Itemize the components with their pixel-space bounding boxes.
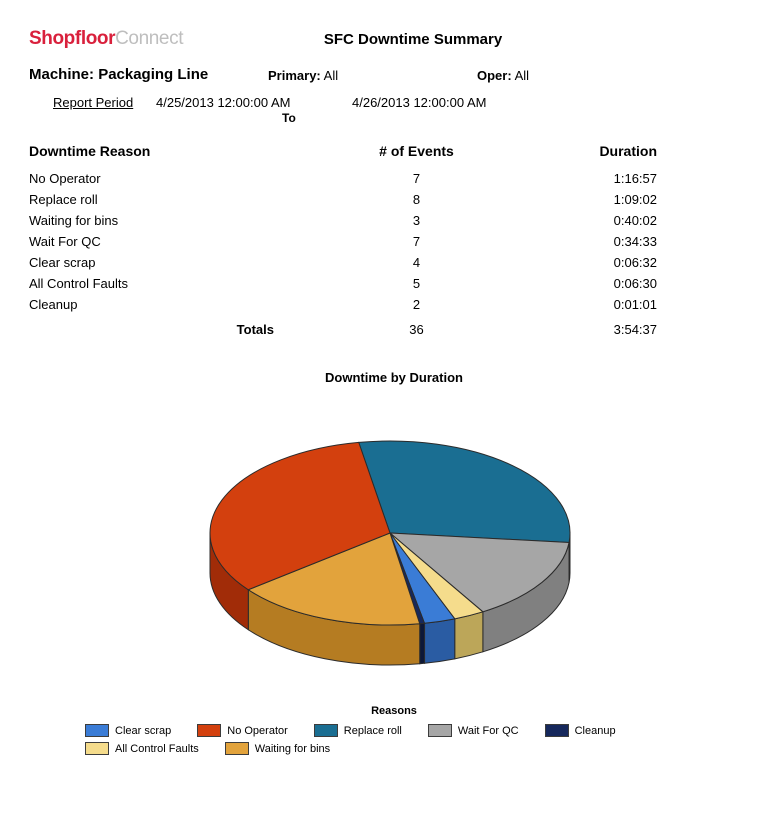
legend-label: Cleanup — [574, 724, 616, 737]
table-row — [29, 294, 657, 315]
primary-field — [268, 68, 338, 83]
cell-events: 8 — [412, 192, 421, 207]
cell-reason: All Control Faults — [29, 276, 128, 291]
table-row — [29, 210, 657, 231]
legend-item — [225, 742, 330, 755]
legend-label: All Control Faults — [115, 742, 199, 755]
downtime-table — [29, 138, 657, 340]
pie-slice-replace-roll — [359, 441, 570, 542]
oper-value: All — [514, 68, 530, 83]
column-header-reason: Downtime Reason — [29, 143, 151, 159]
column-header-events: # of Events — [379, 143, 454, 159]
column-header-duration: Duration — [599, 143, 657, 159]
legend-color-swatch — [85, 742, 109, 755]
cell-duration: 0:34:33 — [613, 234, 657, 249]
cell-reason: Replace roll — [29, 192, 98, 207]
chart-legend — [0, 705, 768, 755]
cell-events: 3 — [412, 213, 421, 228]
legend-color-swatch — [85, 724, 109, 737]
legend-item — [197, 724, 288, 737]
machine-label: Machine: — [29, 66, 95, 83]
cell-reason: Clear scrap — [29, 255, 96, 270]
table-head — [29, 138, 657, 168]
cell-events: 4 — [412, 255, 421, 270]
report-period-separator: To — [282, 111, 296, 125]
report-period-label: Report Period — [53, 95, 134, 110]
cell-duration: 0:40:02 — [613, 213, 657, 228]
cell-duration: 0:01:01 — [613, 297, 657, 312]
cell-events: 5 — [412, 276, 421, 291]
table-row — [29, 189, 657, 210]
table-row — [29, 168, 657, 189]
legend-color-swatch — [225, 742, 249, 755]
legend-color-swatch — [197, 724, 221, 737]
primary-label: Primary: — [268, 68, 321, 83]
cell-events: 7 — [412, 171, 421, 186]
legend-title: Reasons — [371, 705, 417, 717]
table-body — [29, 168, 657, 340]
cell-reason: Wait For QC — [29, 234, 101, 249]
totals-events: 36 — [409, 322, 424, 337]
cell-reason: No Operator — [29, 171, 101, 186]
legend-item — [428, 724, 519, 737]
legend-item — [545, 724, 616, 737]
report-period-end: 4/26/2013 12:00:00 AM — [352, 95, 487, 110]
machine-value: Packaging Line — [98, 66, 209, 83]
legend-item — [85, 742, 199, 755]
legend-label: No Operator — [227, 724, 288, 737]
cell-events: 2 — [412, 297, 421, 312]
logo-text-secondary: Connect — [115, 28, 184, 49]
downtime-pie-chart — [190, 415, 610, 680]
table-header-row — [29, 138, 657, 168]
legend-item — [85, 724, 171, 737]
cell-events: 7 — [412, 234, 421, 249]
table-row — [29, 252, 657, 273]
pie-slice-side-cleanup — [420, 623, 425, 663]
page-title: SFC Downtime Summary — [323, 31, 503, 48]
cell-duration: 1:09:02 — [613, 192, 657, 207]
legend-label: Replace roll — [343, 724, 402, 737]
oper-field — [477, 68, 529, 83]
legend-color-swatch — [428, 724, 452, 737]
chart-title: Downtime by Duration — [325, 370, 463, 385]
table-row — [29, 273, 657, 294]
totals-label: Totals — [236, 322, 274, 337]
legend-item — [314, 724, 402, 737]
legend-label: Waiting for bins — [254, 742, 331, 755]
legend-label: Clear scrap — [115, 724, 172, 737]
table-row — [29, 231, 657, 252]
pie-slice-side-all-control-faults — [455, 612, 483, 659]
downtime-table-wrapper — [0, 138, 768, 340]
cell-reason: Waiting for bins — [29, 213, 119, 228]
pie-chart-svg — [190, 415, 610, 680]
pie-slice-side-clear-scrap — [425, 619, 455, 663]
cell-duration: 0:06:32 — [613, 255, 657, 270]
primary-value: All — [323, 68, 339, 83]
table-totals-row — [29, 315, 657, 340]
oper-label: Oper: — [477, 68, 512, 83]
legend-label: Wait For QC — [457, 724, 519, 737]
legend-item-list — [0, 724, 768, 755]
totals-duration: 3:54:37 — [613, 322, 657, 337]
cell-reason: Cleanup — [29, 297, 78, 312]
machine-info-row — [0, 66, 768, 88]
report-header — [0, 0, 768, 58]
legend-color-swatch — [545, 724, 569, 737]
report-period-row — [0, 95, 768, 129]
machine-field — [29, 66, 208, 83]
legend-color-swatch — [314, 724, 338, 737]
cell-duration: 1:16:57 — [613, 171, 657, 186]
logo-text-primary: Shopfloor — [29, 28, 116, 49]
cell-duration: 0:06:30 — [613, 276, 657, 291]
report-period-start: 4/25/2013 12:00:00 AM — [156, 95, 291, 110]
